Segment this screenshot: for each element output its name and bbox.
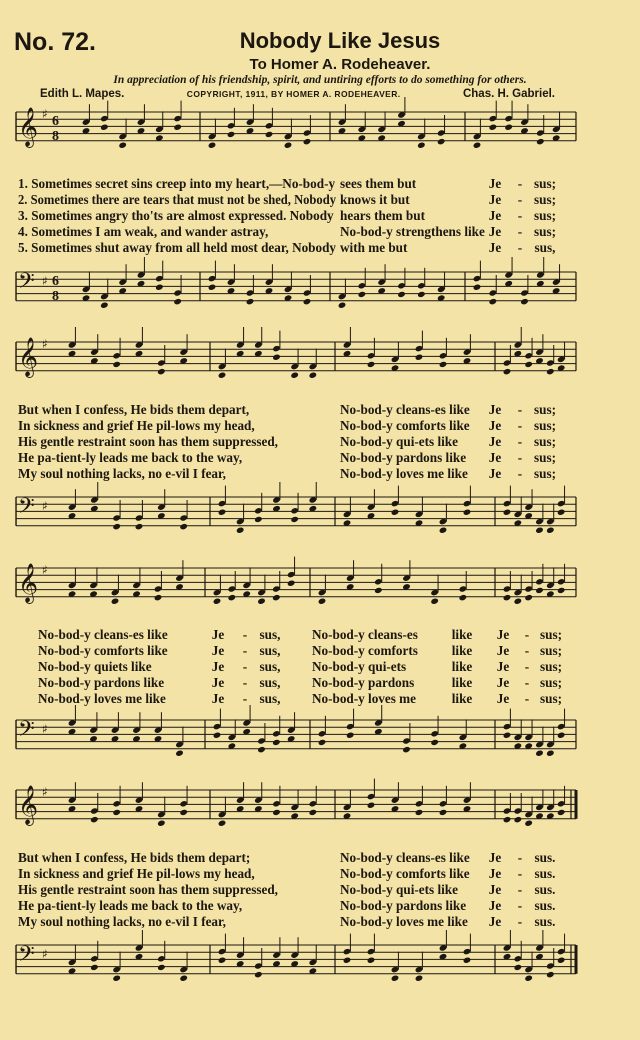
note-head — [358, 291, 367, 298]
treble-clef-icon: 𝄞 — [18, 106, 39, 147]
lyric-segment: Je — [211, 691, 225, 706]
lyric-line — [0, 176, 640, 192]
lyric-segment: - — [517, 898, 523, 913]
dedication: To Homer A. Rodeheaver. — [249, 56, 431, 73]
note-head — [536, 138, 545, 145]
lyric-line — [0, 627, 640, 643]
lyric-segment: No-bod-y cleans-es like — [340, 850, 470, 865]
note-head — [546, 971, 555, 978]
note-head — [213, 732, 222, 739]
lyric-segment: with me but — [340, 240, 408, 255]
note-head — [463, 509, 472, 516]
lyric-segment: sus. — [534, 914, 556, 929]
key-signature-sharp-icon: ♯ — [42, 336, 48, 351]
note-head — [437, 138, 446, 145]
note-head — [179, 809, 188, 816]
note-head — [489, 298, 498, 305]
treble-clef-icon: 𝄞 — [18, 336, 39, 377]
lyric-segment: sus, — [534, 240, 556, 255]
note-head — [303, 138, 312, 145]
lyric-segment: 2. Sometimes there are tears that must not be shed, Nobody — [18, 192, 336, 207]
note-head — [557, 957, 566, 964]
lyric-segment: - — [517, 208, 523, 223]
note-head — [257, 598, 266, 605]
lyric-segment: In sickness and grief He pil-lows my head, — [18, 866, 255, 881]
note-head — [439, 809, 448, 816]
key-signature-sharp-icon: ♯ — [42, 498, 48, 513]
note-head — [524, 820, 533, 827]
note-head — [557, 509, 566, 516]
note-head — [417, 142, 426, 149]
lyric-line — [0, 402, 640, 418]
note-head — [309, 372, 318, 379]
note-head — [173, 298, 182, 305]
note-head — [112, 809, 121, 816]
lyric-segment: Je — [496, 627, 510, 642]
lyric-segment: like — [451, 691, 473, 706]
note-head — [391, 975, 400, 982]
lyric-line — [0, 675, 640, 691]
lyric-segment: like — [451, 643, 473, 658]
bass-staff — [0, 710, 640, 769]
note-head — [287, 580, 296, 587]
note-head — [100, 302, 109, 309]
lyric-segment: sus, — [259, 627, 281, 642]
lyric-segment: - — [242, 675, 248, 690]
lyric-segment: - — [242, 627, 248, 642]
lyric-segment: sus; — [540, 675, 562, 690]
lyric-segment: Je — [488, 898, 502, 913]
time-signature-top: 6 — [52, 113, 60, 129]
lyric-line — [0, 643, 640, 659]
lyric-segment: like — [451, 659, 473, 674]
time-signature-bottom: 8 — [52, 128, 60, 144]
lyric-segment: No-bod-y quiets like — [38, 659, 152, 674]
lyric-segment: sus, — [259, 643, 281, 658]
key-signature-sharp-icon: ♯ — [42, 273, 48, 288]
lyric-segment: No-bod-y pardons like — [38, 675, 165, 690]
lyric-segment: Je — [488, 882, 502, 897]
note-head — [524, 975, 533, 982]
treble-clef-icon: 𝄞 — [18, 562, 39, 603]
note-head — [112, 975, 121, 982]
lyric-segment: - — [242, 659, 248, 674]
lyric-segment: - — [517, 466, 523, 481]
note-head — [343, 957, 352, 964]
lyric-line — [0, 466, 640, 482]
note-head — [535, 527, 544, 534]
time-signature-top: 6 — [52, 273, 60, 289]
lyric-segment: Je — [488, 240, 502, 255]
key-signature-sharp-icon: ♯ — [42, 106, 48, 121]
lyric-segment: - — [517, 914, 523, 929]
note-head — [417, 291, 426, 298]
lyric-segment: His gentle restraint soon has them suppressed, — [18, 434, 278, 449]
note-head — [415, 809, 424, 816]
note-head — [338, 302, 347, 309]
lyric-segment: sus. — [534, 882, 556, 897]
lyric-segment: like — [451, 627, 473, 642]
note-head — [218, 509, 227, 516]
note-head — [439, 527, 448, 534]
lyric-segment: Je — [488, 176, 502, 191]
key-signature-sharp-icon: ♯ — [42, 784, 48, 799]
lyric-segment: - — [242, 691, 248, 706]
lyric-segment: sus. — [534, 866, 556, 881]
lyric-segment: Je — [488, 224, 502, 239]
treble-staff — [0, 332, 640, 391]
lyric-line — [0, 450, 640, 466]
lyric-segment: sus; — [534, 176, 556, 191]
lyric-segment: sus, — [259, 659, 281, 674]
lyric-segment: Je — [496, 659, 510, 674]
lyric-segment: Je — [496, 643, 510, 658]
note-head — [155, 284, 164, 291]
lyric-segment: sus; — [534, 466, 556, 481]
lyric-segment: sus; — [540, 659, 562, 674]
note-head — [524, 361, 533, 368]
lyric-segment: Je — [496, 691, 510, 706]
lyric-segment: 3. Sometimes angry tho'ts are almost expressed. Nobody — [18, 208, 334, 223]
lyric-segment: - — [517, 418, 523, 433]
note-head — [504, 124, 513, 131]
note-head — [90, 964, 99, 971]
lyric-line — [0, 418, 640, 434]
lyric-segment: No-bod-y cleans-es like — [340, 402, 470, 417]
note-head — [157, 820, 166, 827]
lyric-segment: sus; — [540, 691, 562, 706]
note-head — [208, 284, 217, 291]
note-head — [557, 587, 566, 594]
key-signature-sharp-icon: ♯ — [42, 721, 48, 736]
lyric-line — [0, 866, 640, 882]
note-head — [546, 527, 555, 534]
lyric-segment: Je — [488, 450, 502, 465]
lyric-segment: sus. — [534, 850, 556, 865]
note-head — [100, 124, 109, 131]
lyric-line — [0, 691, 640, 707]
lyric-segment: - — [517, 850, 523, 865]
note-head — [175, 750, 184, 757]
note-head — [503, 816, 512, 823]
lyric-segment: No-bod-y comforts like — [340, 866, 470, 881]
hymn-title: Nobody Like Jesus — [239, 28, 441, 53]
lyric-segment: - — [517, 882, 523, 897]
lyric-segment: No-bod-y cleans-es like — [38, 627, 168, 642]
lyric-segment: sus; — [534, 402, 556, 417]
note-head — [157, 964, 166, 971]
bass-staff — [0, 262, 640, 321]
lyric-segment: No-bod-y pardons like — [340, 450, 467, 465]
lyric-segment: - — [517, 192, 523, 207]
note-head — [391, 509, 400, 516]
lyric-segment: sus; — [534, 192, 556, 207]
lyric-line — [0, 240, 640, 256]
copyright-notice: COPYRIGHT, 1911, BY HOMER A. RODEHEAVER. — [186, 89, 401, 99]
lyric-segment: Je — [488, 914, 502, 929]
lyric-segment: - — [524, 643, 530, 658]
lyric-segment: Je — [496, 675, 510, 690]
lyric-segment: Je — [211, 659, 225, 674]
note-head — [179, 975, 188, 982]
note-head — [290, 372, 299, 379]
bass-staff — [0, 487, 640, 546]
note-head — [154, 594, 163, 601]
note-head — [157, 368, 166, 375]
lyric-segment: sus, — [259, 675, 281, 690]
lyric-segment: Je — [211, 675, 225, 690]
lyric-segment: No-bod-y qui-ets like — [340, 882, 458, 897]
note-head — [112, 523, 121, 530]
bass-clef-icon: 𝄢 — [18, 941, 35, 972]
lyric-segment: - — [524, 691, 530, 706]
note-head — [112, 361, 121, 368]
lyric-segment: sus; — [540, 643, 562, 658]
note-head — [546, 368, 555, 375]
note-head — [503, 368, 512, 375]
note-head — [459, 594, 468, 601]
appreciation-note: In appreciation of his friendship, spirit, and untiring efforts to do something for others. — [113, 74, 527, 86]
note-head — [318, 598, 327, 605]
note-head — [367, 361, 376, 368]
credits-row — [40, 88, 555, 100]
lyric-line — [0, 192, 640, 208]
note-head — [535, 587, 544, 594]
treble-clef-icon: 𝄞 — [18, 784, 39, 825]
note-head — [546, 750, 555, 757]
lyric-segment: Je — [488, 466, 502, 481]
lyric-line — [0, 224, 640, 240]
note-head — [213, 598, 222, 605]
lyric-line — [0, 914, 640, 930]
lyric-segment: knows it but — [340, 192, 410, 207]
note-head — [557, 809, 566, 816]
lyric-segment: Je — [211, 627, 225, 642]
note-head — [303, 298, 312, 305]
note-head — [514, 964, 523, 971]
lyric-segment: 1. Sometimes secret sins creep into my heart,—No-bod-y — [18, 176, 336, 191]
note-head — [254, 971, 263, 978]
note-head — [367, 957, 376, 964]
lyric-segment: In sickness and grief He pil-lows my head, — [18, 418, 255, 433]
note-head — [218, 372, 227, 379]
note-head — [503, 594, 512, 601]
lyric-segment: sus; — [534, 224, 556, 239]
lyric-line — [0, 659, 640, 675]
lyric-segment: No-bod-y loves me like — [340, 466, 468, 481]
lyric-segment: 4. Sometimes I am weak, and wander astray, — [18, 224, 269, 239]
lyric-segment: Je — [488, 850, 502, 865]
note-head — [520, 298, 529, 305]
lyric-segment: - — [517, 866, 523, 881]
note-head — [265, 131, 274, 138]
note-head — [218, 820, 227, 827]
lyric-line — [0, 882, 640, 898]
bass-clef-icon: 𝄢 — [18, 268, 35, 299]
lyric-segment: 5. Sometimes shut away from all held most dear, Nobody — [18, 240, 336, 255]
lyricist-credit: Edith L. Mapes. — [40, 88, 125, 100]
note-head — [218, 957, 227, 964]
lyric-segment: No-bod-y loves me — [312, 691, 417, 706]
note-head — [135, 523, 144, 530]
note-head — [367, 802, 376, 809]
lyric-segment: - — [517, 240, 523, 255]
lyric-segment: His gentle restraint soon has them suppressed, — [18, 882, 278, 897]
note-head — [473, 284, 482, 291]
bass-staff — [0, 935, 640, 994]
note-head — [503, 509, 512, 516]
lyric-segment: - — [517, 450, 523, 465]
lyric-segment: sus. — [534, 898, 556, 913]
lyric-segment: No-bod-y loves me like — [38, 691, 166, 706]
lyric-segment: Je — [488, 434, 502, 449]
time-signature-bottom: 8 — [52, 288, 60, 304]
lyric-segment: Je — [488, 208, 502, 223]
lyric-segment: - — [517, 402, 523, 417]
note-head — [208, 142, 217, 149]
note-head — [430, 598, 439, 605]
note-head — [228, 594, 237, 601]
lyric-line — [0, 850, 640, 866]
lyric-segment: No-bod-y qui-ets — [312, 659, 407, 674]
lyric-segment: - — [517, 434, 523, 449]
lyric-segment: like — [451, 675, 473, 690]
lyric-segment: No-bod-y pardons like — [340, 898, 467, 913]
note-head — [463, 957, 472, 964]
note-head — [309, 809, 318, 816]
note-head — [557, 732, 566, 739]
lyric-line — [0, 208, 640, 224]
note-head — [272, 739, 281, 746]
key-signature-sharp-icon: ♯ — [42, 946, 48, 961]
note-head — [473, 142, 482, 149]
note-head — [90, 816, 99, 823]
lyric-segment: - — [242, 643, 248, 658]
lyric-segment: Je — [488, 402, 502, 417]
lyric-segment: No-bod-y strengthens like — [340, 224, 485, 239]
note-head — [272, 594, 281, 601]
hymn-number: No. 72. — [14, 28, 96, 56]
lyric-segment: - — [524, 627, 530, 642]
bass-clef-icon: 𝄢 — [18, 493, 35, 524]
lyric-segment: sus; — [534, 418, 556, 433]
treble-staff — [0, 780, 640, 839]
lyric-segment: No-bod-y loves me like — [340, 914, 468, 929]
note-head — [179, 523, 188, 530]
lyric-segment: My soul nothing lacks, no e-vil I fear, — [18, 914, 226, 929]
lyric-segment: hears them but — [340, 208, 425, 223]
treble-staff — [0, 558, 640, 617]
lyric-segment: sus; — [534, 208, 556, 223]
note-head — [346, 732, 355, 739]
note-head — [272, 809, 281, 816]
note-head — [503, 732, 512, 739]
note-head — [254, 516, 263, 523]
lyric-line — [0, 434, 640, 450]
note-head — [415, 354, 424, 361]
lyric-segment: sus; — [534, 450, 556, 465]
note-head — [111, 598, 120, 605]
note-head — [272, 354, 281, 361]
note-head — [236, 527, 245, 534]
lyric-segment: But when I confess, He bids them depart; — [18, 850, 251, 865]
note-head — [415, 975, 424, 982]
note-head — [227, 131, 236, 138]
note-head — [284, 142, 293, 149]
note-head — [402, 746, 411, 753]
note-head — [489, 124, 498, 131]
lyric-segment: He pa-tient-ly leads me back to the way, — [18, 450, 243, 465]
lyric-segment: My soul nothing lacks, no e-vil I fear, — [18, 466, 226, 481]
note-head — [118, 142, 127, 149]
lyric-segment: Je — [211, 643, 225, 658]
lyric-segment: No-bod-y comforts like — [38, 643, 168, 658]
lyric-segment: He pa-tient-ly leads me back to the way, — [18, 898, 243, 913]
lyric-segment: No-bod-y qui-ets like — [340, 434, 458, 449]
note-head — [514, 598, 523, 605]
lyric-segment: - — [517, 176, 523, 191]
note-head — [514, 816, 523, 823]
lyric-segment: sus; — [540, 627, 562, 642]
bass-clef-icon: 𝄢 — [18, 716, 35, 747]
lyric-segment: Je — [488, 192, 502, 207]
lyric-segment: Je — [488, 866, 502, 881]
key-signature-sharp-icon: ♯ — [42, 562, 48, 577]
note-head — [318, 739, 327, 746]
treble-staff — [0, 102, 640, 161]
lyric-segment: sees them but — [340, 176, 417, 191]
composer-credit: Chas. H. Gabriel. — [462, 88, 555, 100]
note-head — [524, 594, 533, 601]
lyric-segment: No-bod-y pardons — [312, 675, 415, 690]
lyric-segment: - — [524, 675, 530, 690]
note-head — [290, 516, 299, 523]
lyric-line — [0, 898, 640, 914]
note-head — [374, 587, 383, 594]
note-head — [397, 291, 406, 298]
lyric-segment: - — [524, 659, 530, 674]
lyric-segment: But when I confess, He bids them depart, — [18, 402, 250, 417]
lyric-segment: Je — [488, 418, 502, 433]
note-head — [430, 739, 439, 746]
note-head — [439, 361, 448, 368]
note-head — [173, 124, 182, 131]
lyric-segment: No-bod-y comforts — [312, 643, 418, 658]
lyric-segment: sus; — [534, 434, 556, 449]
lyric-segment: No-bod-y cleans-es — [312, 627, 418, 642]
note-head — [257, 746, 266, 753]
lyric-segment: No-bod-y comforts like — [340, 418, 470, 433]
lyric-segment: sus, — [259, 691, 281, 706]
note-head — [246, 298, 255, 305]
note-head — [535, 750, 544, 757]
lyric-segment: - — [517, 224, 523, 239]
